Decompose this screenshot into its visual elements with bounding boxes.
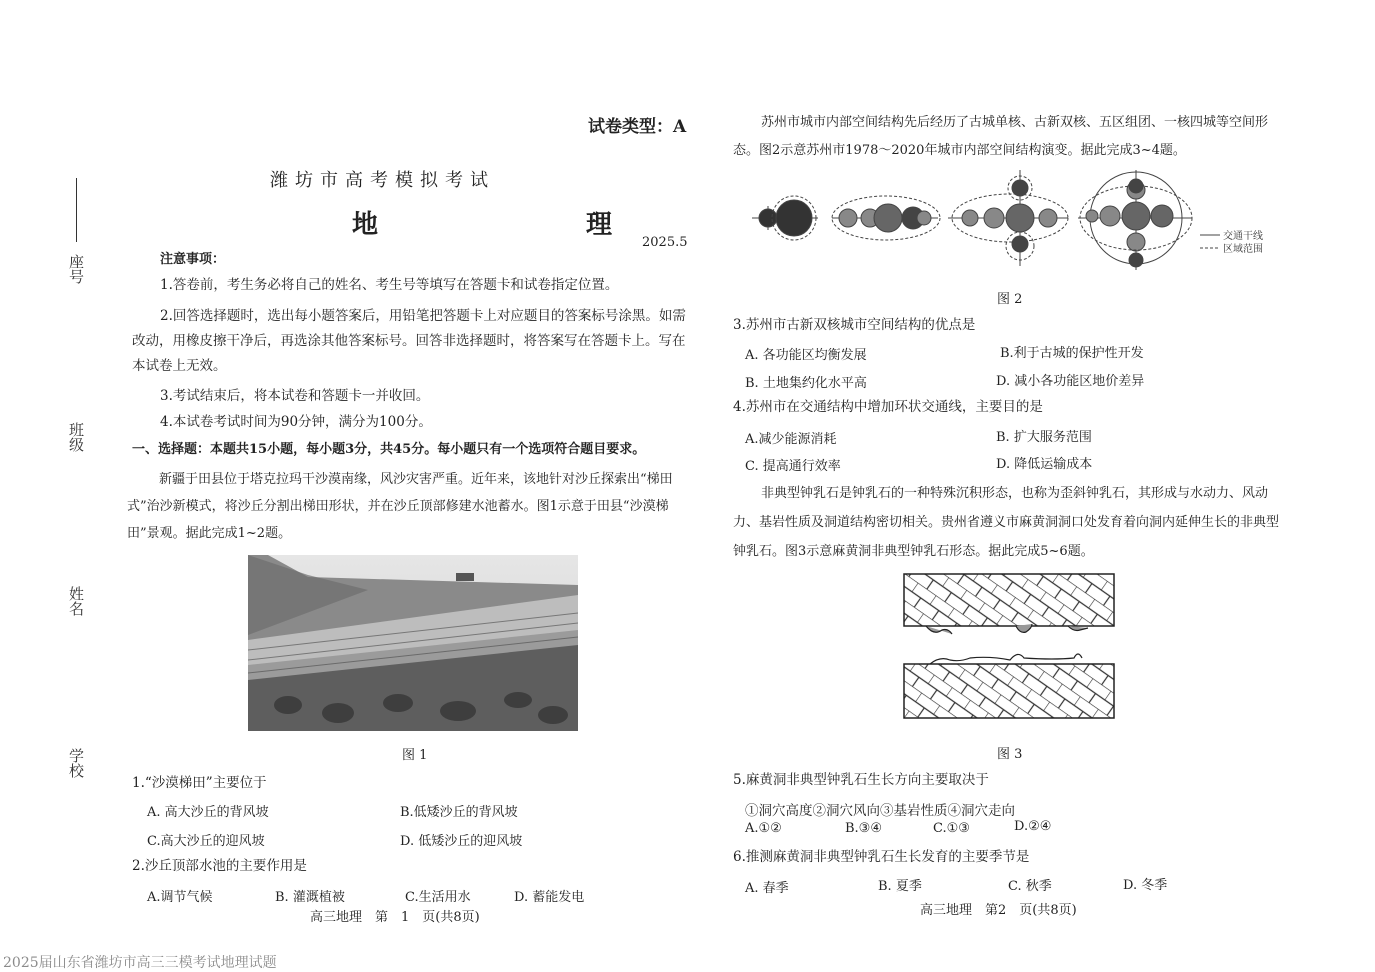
q5-option-d: D.②④ (1014, 819, 1052, 834)
q6-option-d: D. 冬季 (1123, 878, 1168, 893)
footer-right: 高三地理 第2 页(共8页) (920, 903, 1077, 918)
passage-3: 非典型钟乳石是钟乳石的一种特殊沉积形态，也称为歪斜钟乳石，其形成与水动力、风动力、基岩性质及洞道结构密切相关。贵州省遵义市麻黄洞洞口处发育着向洞内延伸生长的非典型钟乳石。图3示意麻黄洞非典型钟乳石形态。据此完成5~6题。 (733, 486, 1280, 559)
note-2: 2.回答选择题时，选出每小题答案后，用铅笔把答题卡上对应题目的答案标号涂黑。如需改动，用橡皮擦干净后，再选涂其他答案标号。回答非选择题时，将答案写在答题卡上。写在本试卷上无效。 (132, 308, 686, 374)
figure-1-caption: 图 1 (402, 748, 428, 763)
q3-option-a: A. 各功能区均衡发展 (745, 348, 867, 363)
figure-2-legend-range: 区域范围 (1223, 244, 1263, 255)
q1-option-d: D. 低矮沙丘的迎风坡 (400, 834, 523, 849)
notes-heading: 注意事项： (160, 252, 226, 267)
q4-option-d: D. 降低运输成本 (996, 457, 1093, 472)
q5-option-c: C.①③ (933, 821, 970, 836)
q1-option-a: A. 高大沙丘的背风坡 (147, 805, 269, 820)
note-1: 1.答卷前，考生务必将自己的姓名、考生号等填写在答题卡和试卷指定位置。 (160, 277, 619, 293)
q4-option-b: B. 扩大服务范围 (996, 430, 1092, 445)
figure-1-photo (248, 555, 578, 731)
side-divider-line (76, 178, 77, 242)
figure-2-diagram (748, 166, 1278, 276)
q4-option-a: A.减少能源消耗 (745, 432, 837, 447)
q5-option-a: A.①② (745, 821, 782, 836)
side-label-class: 班级 (67, 422, 85, 452)
exam-date: 2025.5 (642, 235, 688, 250)
section1-heading: 一、选择题：本题共15小题，每小题3分，共45分。每小题只有一个选项符合题目要求。 (132, 442, 646, 457)
q4-stem: 4.苏州市在交通结构中增加环状交通线，主要目的是 (733, 399, 1043, 415)
paper-type: 试卷类型：A (588, 117, 687, 137)
q6-option-a: A. 春季 (745, 881, 789, 896)
side-label-school: 学校 (67, 748, 85, 778)
q5-option-b: B.③④ (845, 821, 882, 836)
q5-stem: 5.麻黄洞非典型钟乳石生长方向主要取决于 (733, 772, 989, 788)
q2-option-d: D. 蓄能发电 (514, 890, 585, 905)
q3-option-d: D. 减小各功能区地价差异 (996, 374, 1145, 389)
passage-1: 新疆于田县位于塔克拉玛干沙漠南缘，风沙灾害严重。近年来，该地针对沙丘探索出“梯田式”治沙新模式，将沙丘分割出梯田形状，并在沙丘顶部修建水池蓄水。图1示意于田县“沙漠梯田”景观。据此完成1~2题。 (127, 472, 673, 541)
passage-2: 苏州市城市内部空间结构先后经历了古城单核、古新双核、五区组团、一核四城等空间形态。图2示意苏州市1978～2020年城市内部空间结构演变。据此完成3~4题。 (733, 115, 1269, 158)
note-4: 4.本试卷考试时间为90分钟，满分为100分。 (160, 414, 432, 430)
q6-stem: 6.推测麻黄洞非典型钟乳石生长发育的主要季节是 (733, 849, 1030, 865)
subject-title: 地 理 (352, 210, 665, 240)
watermark-text: 2025届山东省潍坊市高三三模考试地理试题 (3, 955, 277, 971)
q3-option-b: B.利于古城的保护性开发 (1000, 346, 1144, 361)
q2-option-a: A.调节气候 (147, 890, 213, 905)
note-3: 3.考试结束后，将本试卷和答题卡一并收回。 (160, 388, 430, 404)
q5-choices: ①洞穴高度②洞穴风向③基岩性质④洞穴走向 (745, 803, 1015, 819)
q4-option-c: C. 提高通行效率 (745, 459, 841, 474)
q6-option-b: B. 夏季 (878, 879, 922, 894)
figure-3-diagram (900, 570, 1118, 722)
footer-left: 高三地理 第 1 页(共8页) (310, 910, 480, 925)
q1-option-c: C.高大沙丘的迎风坡 (147, 834, 265, 849)
figure-2-caption: 图 2 (997, 292, 1023, 307)
q6-option-c: C. 秋季 (1008, 879, 1052, 894)
side-label-name: 姓名 (67, 586, 85, 616)
side-label-seat: 座号 (67, 254, 85, 284)
q1-option-b: B.低矮沙丘的背风坡 (400, 805, 518, 820)
q1-stem: 1.“沙漠梯田”主要位于 (132, 775, 267, 791)
exam-title: 潍坊市高考模拟考试 (270, 170, 495, 191)
q3-stem: 3.苏州市古新双核城市空间结构的优点是 (733, 317, 976, 333)
figure-3-caption: 图 3 (997, 747, 1023, 762)
q2-option-b: B. 灌溉植被 (275, 890, 345, 905)
q3-option-c: B. 土地集约化水平高 (745, 376, 867, 391)
q2-option-c: C.生活用水 (405, 890, 471, 905)
figure-2-legend-road: 交通干线 (1223, 231, 1263, 242)
q2-stem: 2.沙丘顶部水池的主要作用是 (132, 858, 307, 874)
